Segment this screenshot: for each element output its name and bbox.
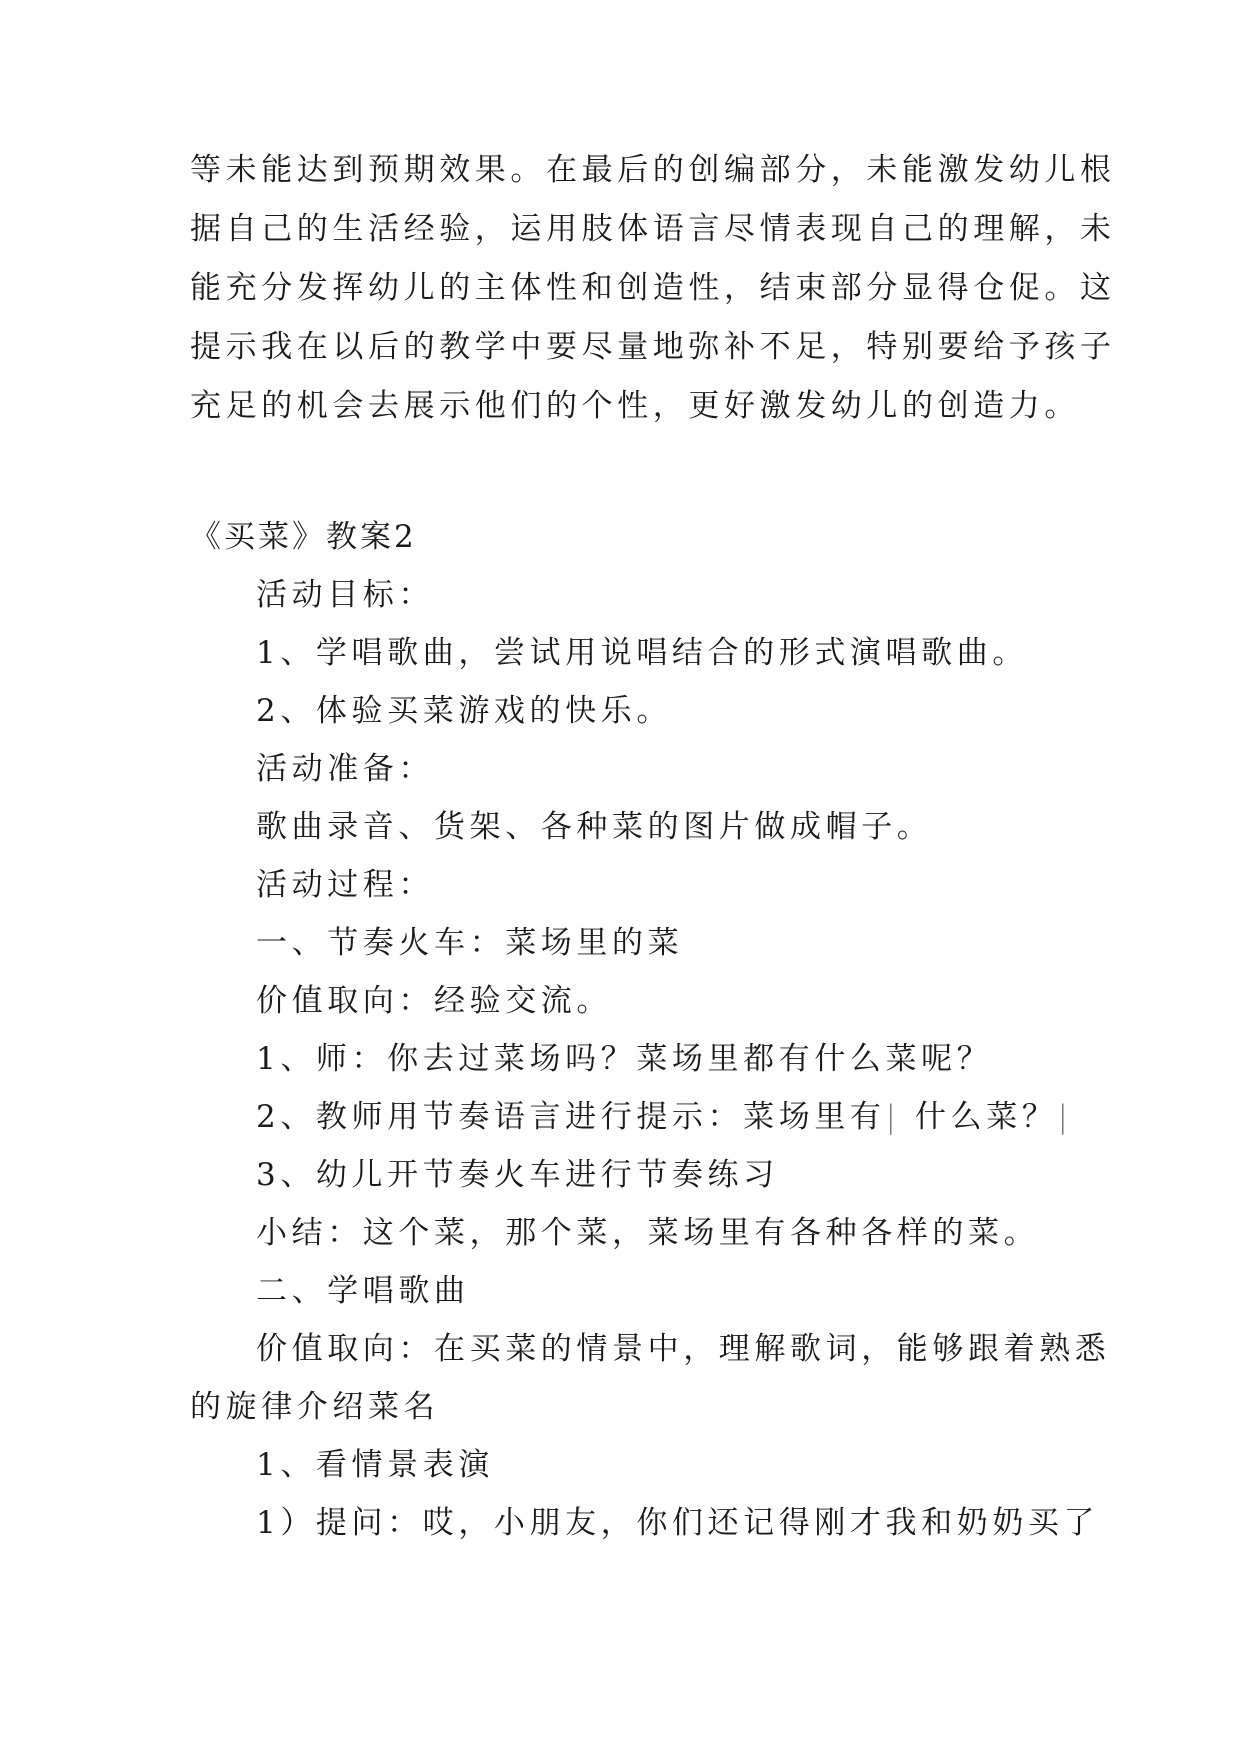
step2-sub-1: 1、看情景表演 bbox=[256, 1447, 494, 1483]
step1-question-2-text-b: 什么菜？ bbox=[915, 1099, 1058, 1135]
step1-question-2-text-a: 2、教师用节奏语言进行提示：菜场里有 bbox=[256, 1099, 886, 1135]
step1-summary: 小结：这个菜，那个菜，菜场里有各种各样的菜。 bbox=[256, 1215, 1040, 1251]
goal-item-1: 1、学唱歌曲，尝试用说唱结合的形式演唱歌曲。 bbox=[256, 635, 1028, 671]
step1-question-2 bbox=[256, 1097, 1073, 1137]
step2-value-line-1: 价值取向：在买菜的情景中，理解歌词，能够跟着熟悉 bbox=[256, 1331, 1111, 1367]
step2-sub-1-question: 1）提问：哎，小朋友，你们还记得刚才我和奶奶买了 bbox=[256, 1505, 1100, 1541]
step2-title: 二、学唱歌曲 bbox=[256, 1273, 470, 1309]
step1-title: 一、节奏火车：菜场里的菜 bbox=[256, 925, 684, 961]
goal-heading: 活动目标： bbox=[256, 577, 434, 613]
step1-value: 价值取向：经验交流。 bbox=[256, 983, 612, 1019]
intro-line-2: 据自己的生活经验，运用肢体语言尽情表现自己的理解，未 bbox=[190, 211, 1116, 247]
intro-line-5: 充足的机会去展示他们的个性，更好激发幼儿的创造力。 bbox=[190, 388, 1080, 424]
goal-item-2: 2、体验买菜游戏的快乐。 bbox=[256, 693, 672, 729]
rhythm-bar-2: | bbox=[1057, 1099, 1073, 1135]
intro-line-4: 提示我在以后的教学中要尽量地弥补不足，特别要给予孩子 bbox=[190, 329, 1116, 365]
step1-question-1: 1、师：你去过菜场吗？菜场里都有什么菜呢？ bbox=[256, 1041, 993, 1077]
step2-value-line-2: 的旋律介绍菜名 bbox=[190, 1389, 440, 1425]
intro-line-3: 能充分发挥幼儿的主体性和创造性，结束部分显得仓促。这 bbox=[190, 270, 1116, 306]
prep-text: 歌曲录音、货架、各种菜的图片做成帽子。 bbox=[256, 809, 933, 845]
rhythm-bar-1: | bbox=[885, 1099, 901, 1135]
prep-heading: 活动准备： bbox=[256, 751, 434, 787]
section-title: 《买菜》教案2 bbox=[190, 519, 417, 555]
intro-line-1: 等未能达到预期效果。在最后的创编部分，未能激发幼儿根 bbox=[190, 152, 1116, 188]
process-heading: 活动过程： bbox=[256, 867, 434, 903]
step1-question-3: 3、幼儿开节奏火车进行节奏练习 bbox=[256, 1157, 779, 1193]
